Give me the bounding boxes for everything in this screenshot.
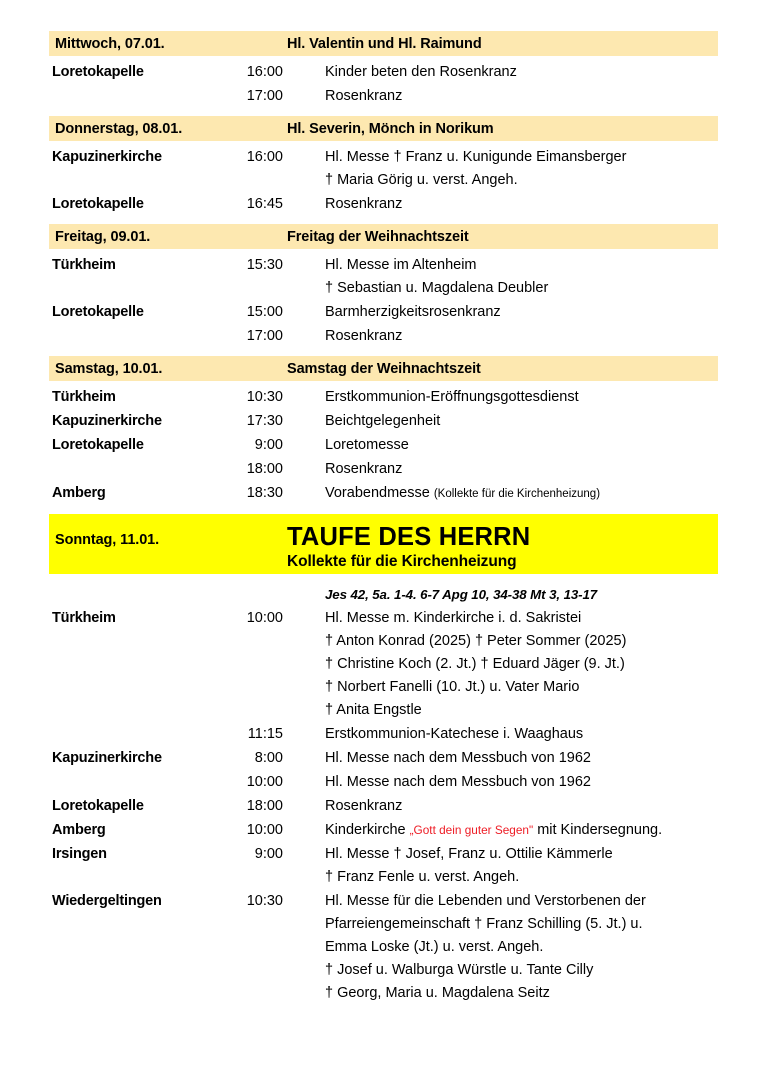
entry-time: 17:00 [246, 88, 283, 104]
entry-description [283, 819, 718, 842]
entry-text: † Josef u. Walburga Würstle u. Tante Cilly [325, 962, 594, 978]
entry-description-line [325, 458, 718, 481]
entry-time: 18:00 [246, 461, 283, 477]
day-title: Hl. Severin, Mönch in Norikum [287, 120, 494, 137]
entry-text: Rosenkranz [325, 798, 403, 814]
entry-description [283, 771, 718, 794]
service-entry [49, 325, 718, 348]
entry-text: Rosenkranz [325, 196, 403, 212]
entry-description [283, 795, 718, 818]
service-entry [49, 723, 718, 746]
entry-place: Kapuzinerkirche [52, 750, 162, 766]
service-entry [49, 607, 718, 722]
entry-description-line [325, 653, 718, 676]
day-header [49, 356, 718, 381]
entry-place: Türkheim [52, 257, 116, 273]
day-title: Samstag der Weihnachtszeit [287, 360, 481, 377]
entry-description-line [325, 61, 718, 84]
entry-text: † Anton Konrad (2025) † Peter Sommer (2025) [325, 633, 627, 649]
entry-description-line [325, 936, 718, 959]
entry-description-line [325, 795, 718, 818]
day-section [49, 514, 718, 1013]
entry-time: 18:00 [246, 798, 283, 814]
entry-text: † Franz Fenle u. verst. Angeh. [325, 869, 520, 885]
day-section [49, 356, 718, 514]
entry-time: 8:00 [254, 750, 283, 766]
entry-text: Barmherzigkeitsrosenkranz [325, 304, 501, 320]
entry-description [283, 747, 718, 770]
service-entry [49, 795, 718, 818]
entry-time: 16:45 [246, 196, 283, 212]
entry-text: Loretomesse [325, 437, 409, 453]
entry-time: 16:00 [246, 149, 283, 165]
entry-time: 18:30 [246, 485, 283, 501]
entry-description [283, 85, 718, 108]
day-subtitle: Kollekte für die Kirchenheizung [287, 552, 517, 570]
entry-description [283, 607, 718, 722]
day-header [49, 224, 718, 249]
entry-time: 10:00 [246, 822, 283, 838]
entry-highlight-quote: „Gott dein guter Segen" [409, 823, 534, 837]
entry-note: (Kollekte für die Kirchenheizung) [433, 488, 601, 500]
entry-place: Türkheim [52, 389, 116, 405]
entry-description-line [325, 410, 718, 433]
entry-place: Loretokapelle [52, 304, 144, 320]
entry-text: † Maria Görig u. verst. Angeh. [325, 172, 518, 188]
service-entry [49, 843, 718, 889]
entry-text: † Georg, Maria u. Magdalena Seitz [325, 985, 550, 1001]
entry-text: Erstkommunion-Eröffnungsgottesdienst [325, 389, 579, 405]
entry-text: Rosenkranz [325, 328, 403, 344]
entry-text: Hl. Messe nach dem Messbuch von 1962 [325, 774, 591, 790]
day-header [49, 116, 718, 141]
day-title: TAUFE DES HERRN [287, 523, 531, 551]
entry-description-line [325, 982, 718, 1005]
entry-time: 17:00 [246, 328, 283, 344]
entry-description-line [325, 277, 718, 300]
service-entry [49, 410, 718, 433]
entry-description [283, 386, 718, 409]
entry-place: Kapuzinerkirche [52, 149, 162, 165]
entry-place: Loretokapelle [52, 196, 144, 212]
entry-text: Hl. Messe im Altenheim [325, 257, 477, 273]
scripture-spacer [49, 585, 283, 605]
entry-text: † Sebastian u. Magdalena Deubler [325, 280, 549, 296]
entry-text: Kinderkirche [325, 822, 410, 838]
entry-description [283, 254, 718, 300]
service-entry [49, 434, 718, 457]
entry-time: 16:00 [246, 64, 283, 80]
service-entry [49, 458, 718, 481]
entry-description-line [325, 482, 718, 506]
day-header [49, 31, 718, 56]
day-date: Samstag, 10.01. [55, 360, 163, 377]
entry-place: Amberg [52, 485, 106, 501]
entry-description [283, 301, 718, 324]
entry-text: Hl. Messe nach dem Messbuch von 1962 [325, 750, 591, 766]
entry-description [283, 434, 718, 457]
entry-description-line [325, 913, 718, 936]
service-entry [49, 193, 718, 216]
entry-description-line [325, 747, 718, 770]
entry-place: Wiedergeltingen [52, 893, 162, 909]
entry-description-line [325, 699, 718, 722]
entry-text: Rosenkranz [325, 461, 403, 477]
entry-text: Rosenkranz [325, 88, 403, 104]
entry-description [283, 723, 718, 746]
entry-description-line [325, 843, 718, 866]
entry-place: Irsingen [52, 846, 107, 862]
entry-description-line [325, 771, 718, 794]
entry-description [283, 325, 718, 348]
entry-time: 15:30 [246, 257, 283, 273]
day-title: Freitag der Weihnachtszeit [287, 228, 469, 245]
entry-description-line [325, 434, 718, 457]
day-header [49, 514, 718, 574]
entry-text: † Christine Koch (2. Jt.) † Eduard Jäger (9. Jt.) [325, 656, 625, 672]
service-entry [49, 890, 718, 1005]
service-entry [49, 61, 718, 84]
entry-time: 9:00 [254, 437, 283, 453]
entry-description-line [325, 146, 718, 169]
day-section [49, 31, 718, 116]
day-entries [49, 249, 718, 356]
service-entry [49, 85, 718, 108]
entry-time: 10:30 [246, 389, 283, 405]
service-entry [49, 819, 718, 842]
entry-time: 15:00 [246, 304, 283, 320]
entry-description-line [325, 630, 718, 653]
entry-description [283, 482, 718, 506]
entry-text: Beichtgelegenheit [325, 413, 441, 429]
entry-description-line [325, 193, 718, 216]
entry-text: Emma Loske (Jt.) u. verst. Angeh. [325, 939, 544, 955]
entry-place: Loretokapelle [52, 798, 144, 814]
day-date: Sonntag, 11.01. [55, 532, 160, 548]
entry-description-line [325, 676, 718, 699]
service-entry [49, 146, 718, 192]
entry-place: Türkheim [52, 610, 116, 626]
day-date: Mittwoch, 07.01. [55, 35, 165, 52]
entry-description-line [325, 607, 718, 630]
entry-description-line [325, 85, 718, 108]
entry-description-line [325, 254, 718, 277]
entry-description [283, 61, 718, 84]
day-entries [49, 56, 718, 116]
entry-text: Erstkommunion-Katechese i. Waaghaus [325, 726, 584, 742]
entry-text: Vorabendmesse [325, 485, 434, 501]
entry-description-line [325, 325, 718, 348]
entry-description-line [325, 866, 718, 889]
entry-description-line [325, 169, 718, 192]
day-entries [49, 141, 718, 224]
entry-text: Hl. Messe m. Kinderkirche i. d. Sakristei [325, 610, 582, 626]
entry-time: 10:00 [246, 610, 283, 626]
service-entry [49, 482, 718, 506]
service-entry [49, 747, 718, 770]
day-entries [49, 381, 718, 514]
scripture-readings: Jes 42, 5a. 1-4. 6-7 Apg 10, 34-38 Mt 3, 13-17 [325, 587, 598, 602]
entry-description [283, 410, 718, 433]
entry-time: 11:15 [247, 726, 283, 742]
entry-description-line [325, 819, 718, 842]
entry-description [283, 146, 718, 192]
day-section [49, 224, 718, 356]
entry-text: Kinder beten den Rosenkranz [325, 64, 517, 80]
entry-text: † Anita Engstle [325, 702, 422, 718]
entry-description [283, 843, 718, 889]
entry-text-after: mit Kindersegnung. [533, 822, 663, 838]
entry-text: Hl. Messe † Josef, Franz u. Ottilie Kämmerle [325, 846, 613, 862]
entry-description [283, 890, 718, 1005]
entry-time: 10:30 [246, 893, 283, 909]
entry-place: Loretokapelle [52, 64, 144, 80]
service-entry [49, 301, 718, 324]
entry-description-line [325, 386, 718, 409]
entry-place: Loretokapelle [52, 437, 144, 453]
entry-time: 10:00 [246, 774, 283, 790]
day-title-group [287, 523, 530, 570]
entry-text: Hl. Messe für die Lebenden und Verstorbenen der [325, 893, 646, 909]
entry-description-line [325, 959, 718, 982]
day-date: Donnerstag, 08.01. [55, 120, 183, 137]
scripture-readings-row [49, 585, 718, 605]
entry-time: 17:30 [246, 413, 283, 429]
entry-description-line [325, 301, 718, 324]
entry-description [283, 458, 718, 481]
entry-place: Kapuzinerkirche [52, 413, 162, 429]
entry-time: 9:00 [254, 846, 283, 862]
entry-description-line [325, 723, 718, 746]
day-date: Freitag, 09.01. [55, 228, 151, 245]
entry-place: Amberg [52, 822, 106, 838]
service-schedule [49, 31, 718, 1013]
service-entry [49, 254, 718, 300]
entry-text: † Norbert Fanelli (10. Jt.) u. Vater Mario [325, 679, 580, 695]
entry-description [283, 193, 718, 216]
entry-text: Pfarreiengemeinschaft † Franz Schilling (5. Jt.) u. [325, 916, 643, 932]
service-entry [49, 771, 718, 794]
day-title: Hl. Valentin und Hl. Raimund [287, 35, 482, 52]
day-section [49, 116, 718, 224]
service-entry [49, 386, 718, 409]
entry-description-line [325, 890, 718, 913]
entry-text: Hl. Messe † Franz u. Kunigunde Eimansberger [325, 149, 627, 165]
day-entries [49, 574, 718, 1013]
